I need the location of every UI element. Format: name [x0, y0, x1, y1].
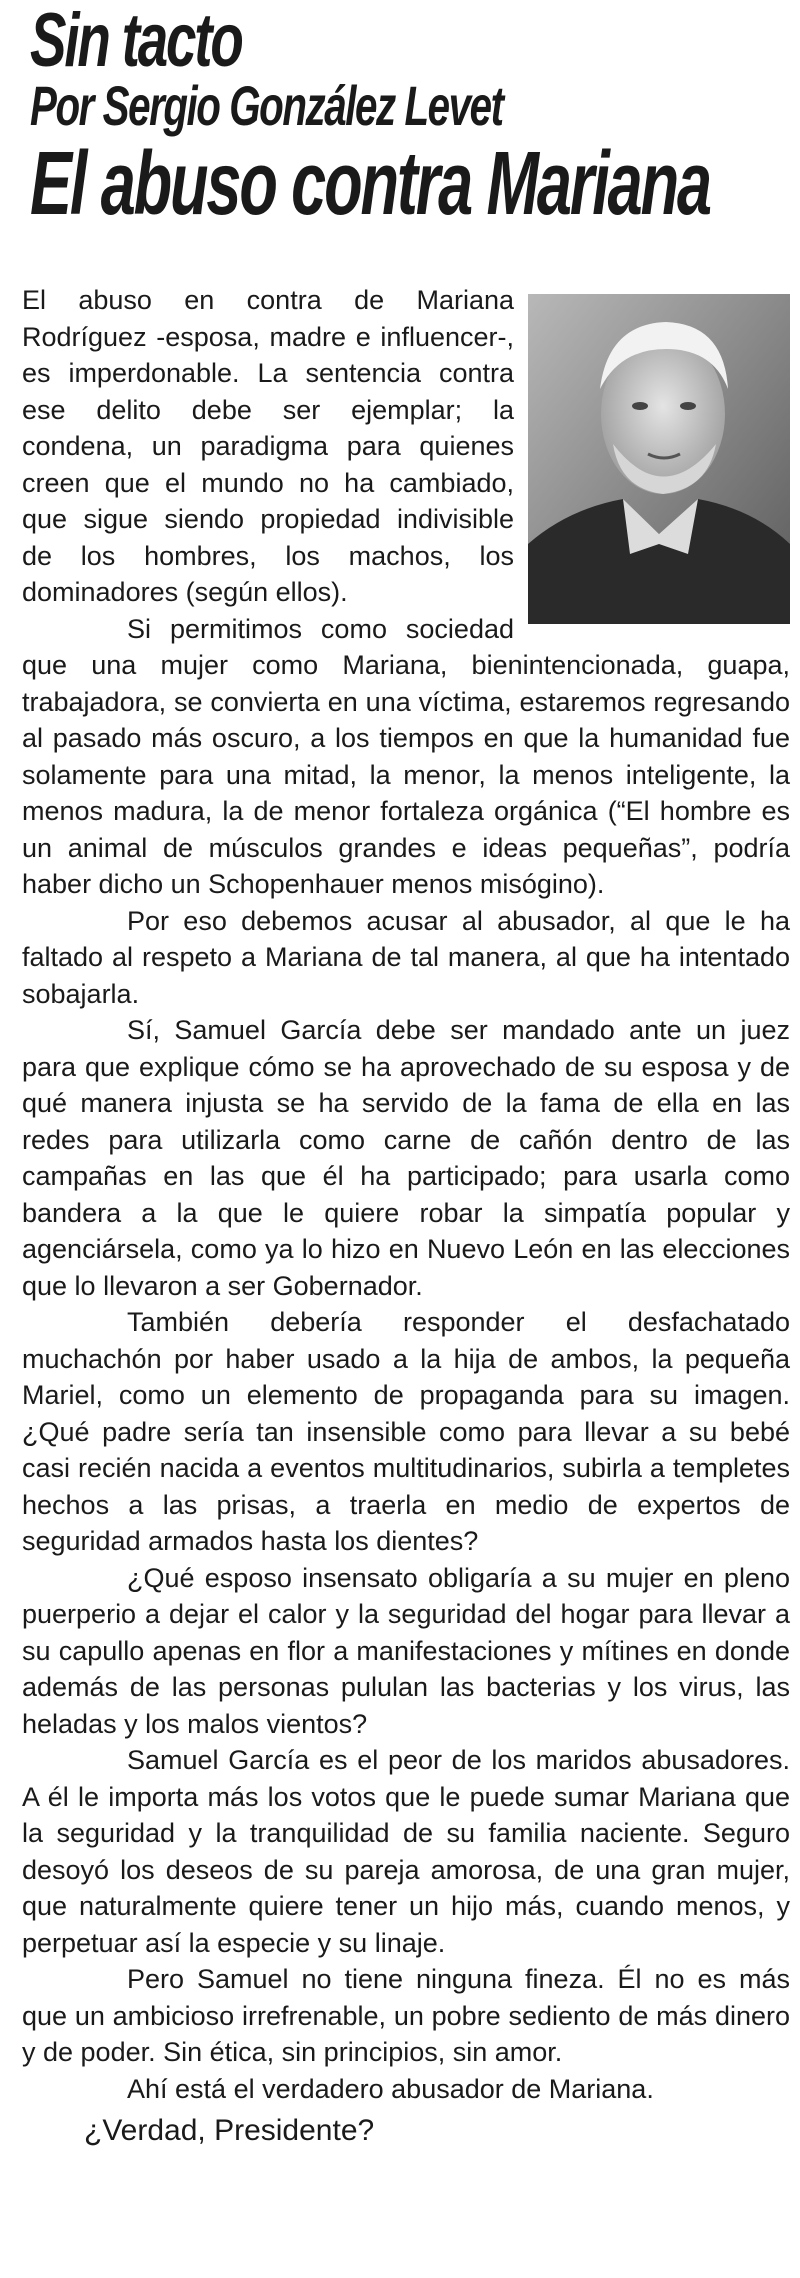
paragraph-8: Pero Samuel no tiene ninguna fineza. Él no es más que un ambicioso irrefrenable, un pobre sediento de más dinero y de poder. Sin ética, sin principios, sin amor. — [22, 1964, 790, 2067]
closing-line: ¿Verdad, Presidente? — [84, 2114, 375, 2147]
paragraph-1 — [22, 282, 790, 611]
author-portrait-icon — [528, 294, 790, 624]
author-byline: Por Sergio González Levet — [30, 74, 503, 137]
paragraph-9: Ahí está el verdadero abusador de Mariana. — [127, 2073, 654, 2104]
paragraph-7: Samuel García es el peor de los maridos abusadores. A él le importa más los votos que le puede sumar Mariana que la seguridad y la tranquilidad de su familia naciente. Seguro desoyó los deseos de su pareja amorosa, de una gran mujer, que naturalmente quiere tener un hijo más, cuando menos, y perpetuar así la especie y su linaje. — [22, 1745, 790, 1958]
paragraph-3: Por eso debemos acusar al abusador, al que le ha faltado al respeto a Mariana de tal manera, al que ha intentado sobajarla. — [22, 905, 790, 1009]
paragraph-4: Sí, Samuel García debe ser mandado ante un juez para que explique cómo se ha aprovechado de su esposa y de qué manera injusta se ha servido de la fama de ella en las redes para utilizarla como carne de cañón dentro de las campañas en las que él ha participado; para usarla como bandera a la que le quiere robar la simpatía popular y agenciársela, como ya lo hizo en Nuevo León en las elecciones que lo llevaron a ser Gobernador. — [22, 1015, 790, 1301]
column-title: Sin tacto — [30, 0, 242, 83]
article-body — [22, 282, 790, 2151]
paragraph-5: También debería responder el desfachatado muchachón por haber usado a la hija de ambos, la pequeña Mariel, como un elemento de propaganda para su imagen. ¿Qué padre sería tan insensible como para llevar a su bebé casi recién nacida a eventos multitudinarios, subirla a templetes hechos a las prisas, a traerla en medio de expertos de seguridad armados hasta los dientes? — [22, 1307, 790, 1556]
paragraph-1-text: El abuso en contra de Mariana Rodríguez -esposa, madre e influencer-, es imperdonable. La sentencia contra ese delito debe ser ejemplar; la condena, un paradigma para quienes creen que el mundo no ha cambiado, que sigue siendo propiedad indivisible de los hombres, los machos, los dominadores (según ellos). — [22, 285, 514, 607]
paragraph-2: Si permitimos como sociedad que una mujer como Mariana, bienintencionada, guapa, trabajadora, se convierta en una víctima, estaremos regresando al pasado más oscuro, a los tiempos en que la humanidad fue solamente para una mitad, la menor, la menos inteligente, la menos madura, la de menor fortaleza orgánica (“El hombre es un animal de músculos grandes e ideas pequeñas”, podría haber dicho un Schopenhauer menos misógino). — [22, 613, 790, 899]
article-headline: El abuso contra Mariana — [30, 134, 710, 234]
paragraph-6: ¿Qué esposo insensato obligaría a su mujer en pleno puerperio a dejar el calor y la seguridad del hogar para llevar a su capullo apenas en flor a manifestaciones y mítines en donde además de las personas pululan las bacterias y los virus, las heladas y los malos vientos? — [22, 1562, 790, 1739]
masthead — [30, 0, 790, 232]
